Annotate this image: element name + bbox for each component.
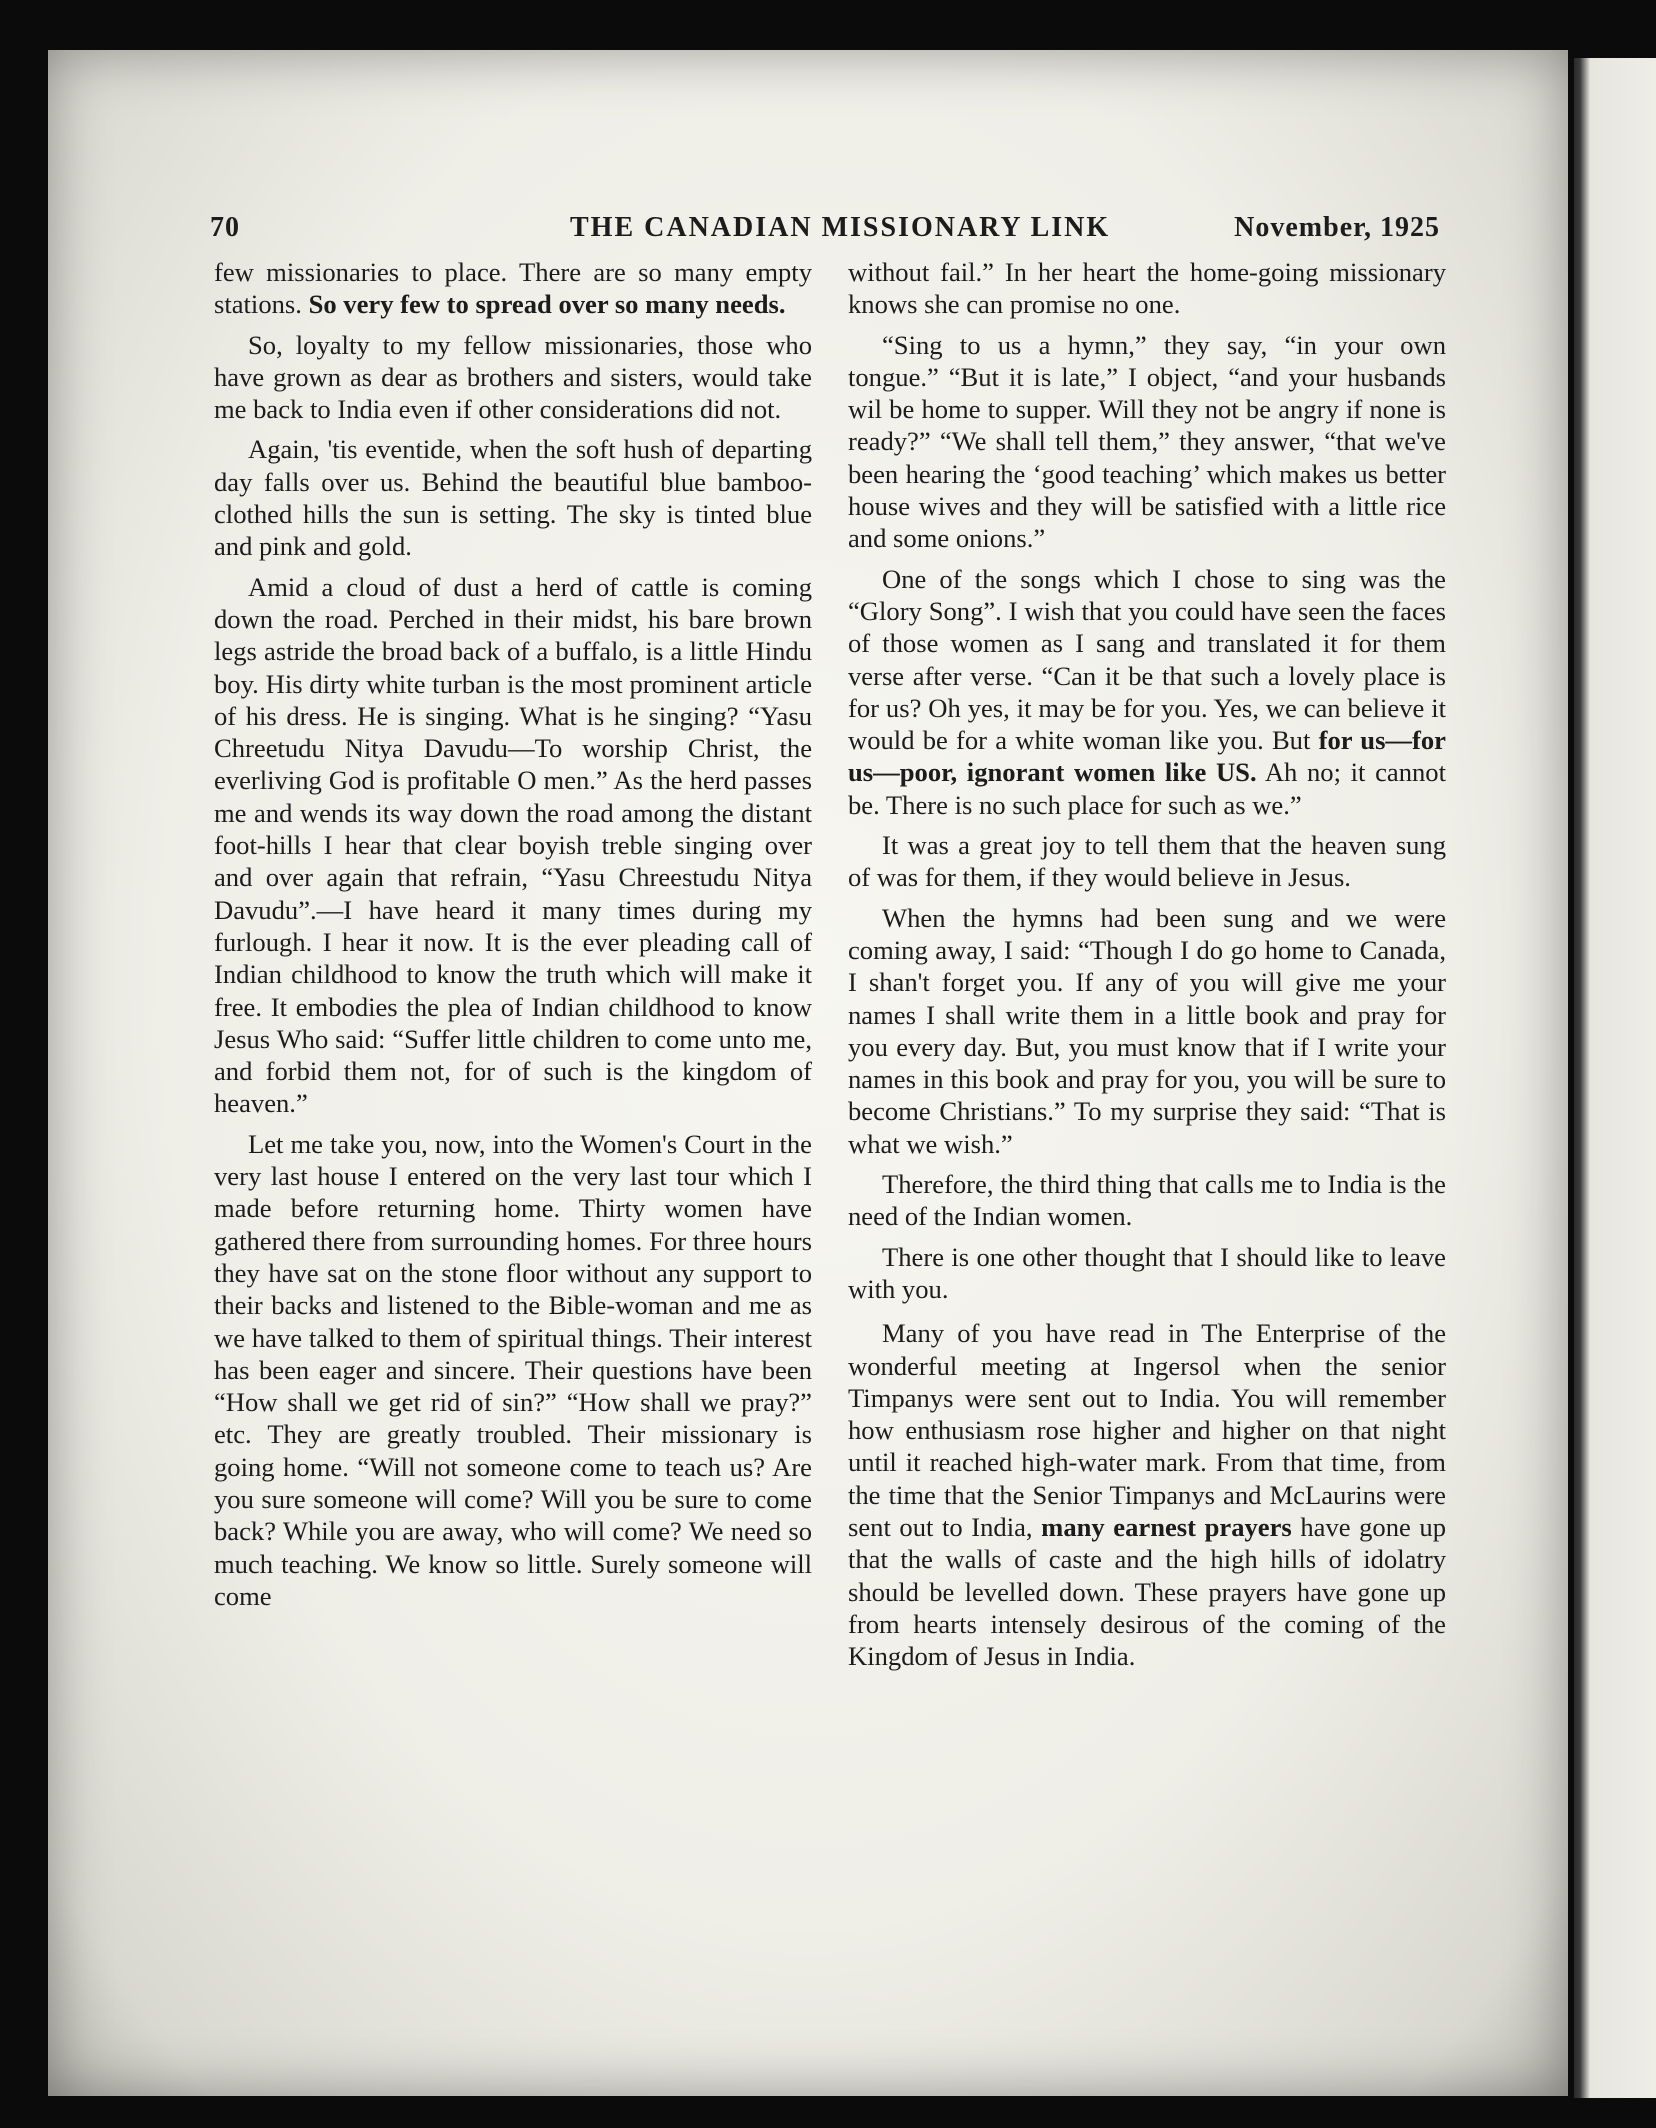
paragraph: There is one other thought that I should like to leave with you.: [848, 1241, 1446, 1304]
paragraph: Therefore, the third thing that calls me to India is the need of the Indian women.: [848, 1169, 1446, 1232]
paragraph: [848, 563, 1446, 821]
paragraph: It was a great joy to tell them that the heaven sung of was for them, if they would believe in Jesus.: [848, 830, 1446, 893]
paragraph: [214, 256, 812, 321]
bold-text: So very few to spread over so many needs.: [308, 289, 786, 320]
right-column: [848, 256, 1446, 1680]
paragraph: Let me take you, now, into the Women's Court in the very last house I entered on the very last tour which I made before returning home. Thirty women have gathered there from surrounding homes. For three hours they have sat on the stone floor without any support to their backs and listened to the Bible-woman and me as we have talked to them of spiritual things. Their interest has been eager and sincere. Their questions have been “How shall we get rid of sin?” “How shall we pray?” etc. They are greatly troubled. Their missionary is going home. “Will not someone come to teach us? Are you sure someone will come? Will you be sure to come back? While you are away, who will come? We need so much teaching. We know so little. Surely someone will come: [214, 1128, 812, 1611]
paragraph-text: Many of you have read in The Enterprise of the wonderful meeting at Ingersol when the senior Timpanys were sent out to India. You will remember how enthusiasm rose higher and higher on that night until it reached high-water mark. From that time, from the time that the Senior Timpanys and McLaurins were sent out to India,: [848, 1318, 1446, 1542]
bold-text: for us—for us—poor, ignorant women like US.: [848, 725, 1446, 788]
paragraph: “Sing to us a hymn,” they say, “in your own tongue.” “But it is late,” I object, “and your husbands wil be home to supper. Will they not be angry if none is ready?” “We shall tell them,” they answer, “that we've been hearing the ‘good teaching’ which makes us better house wives and they will be satisfied with a little rice and some onions.”: [848, 329, 1446, 554]
paragraph-text: have gone up that the walls of caste and the high hills of idolatry should be levelled down. These prayers have gone up from hearts intensely desirous of the coming of the Kingdom of Jesus in India.: [848, 1511, 1447, 1672]
paragraph: Again, 'tis eventide, when the soft hush of departing day falls over us. Behind the beautiful blue bamboo-clothed hills the sun is setting. The sky is tinted blue and pink and gold.: [214, 434, 812, 562]
paragraph: [848, 1317, 1446, 1672]
paragraph: When the hymns had been sung and we were coming away, I said: “Though I do go home to Canada, I shan't forget you. If any of you will give me your names I shall write them in a little book and pray for you every day. But, you must know that if I write your names in this book and pray for you, you will be sure to become Christians.” To my surprise they said: “That is what we wish.”: [848, 902, 1446, 1159]
paragraph-text: One of the songs which I chose to sing was the “Glory Song”. I wish that you could have seen the faces of those women as I sang and translated it for them verse after verse. “Can it be that such a lovely place is for us? Oh yes, it may be for you. Yes, we can believe it would be for a white woman like you. But: [848, 563, 1446, 756]
left-column: [214, 256, 812, 1620]
paragraph: So, loyalty to my fellow missionaries, those who have grown as dear as brothers and sisters, would take me back to India even if other considerations did not.: [214, 329, 812, 425]
page-number: 70: [210, 212, 240, 243]
issue-date: November, 1925: [1234, 212, 1440, 243]
paragraph: without fail.” In her heart the home-going missionary knows she can promise no one.: [848, 257, 1446, 320]
bold-text: many earnest prayers: [1041, 1511, 1292, 1542]
paragraph-text: Ah no; it cannot be. There is no such place for such as we.”: [848, 757, 1446, 820]
adjacent-page-edge: [1574, 58, 1656, 2098]
paragraph: Amid a cloud of dust a herd of cattle is coming down the road. Perched in their midst, his bare brown legs astride the broad back of a buffalo, is a little Hindu boy. His dirty white turban is the most prominent article of his dress. He is singing. What is he singing? “Yasu Chreetudu Nitya Davudu—To worship Christ, the everliving God is profitable O men.” As the herd passes me and wends its way down the road among the distant foot-hills I hear that clear boyish treble singing over and over again that refrain, “Yasu Chreestudu Nitya Davudu”.—I have heard it many times during my furlough. I hear it now. It is the ever pleading call of Indian childhood to know the truth which will make it free. It embodies the plea of Indian childhood to know Jesus Who said: “Suffer little children to come unto me, and forbid them not, for of such is the kingdom of heaven.”: [214, 571, 812, 1119]
running-header: [210, 212, 1440, 248]
paragraph-text: few missionaries to place. There are so many empty stations.: [214, 257, 812, 320]
journal-title: THE CANADIAN MISSIONARY LINK: [570, 212, 1111, 243]
